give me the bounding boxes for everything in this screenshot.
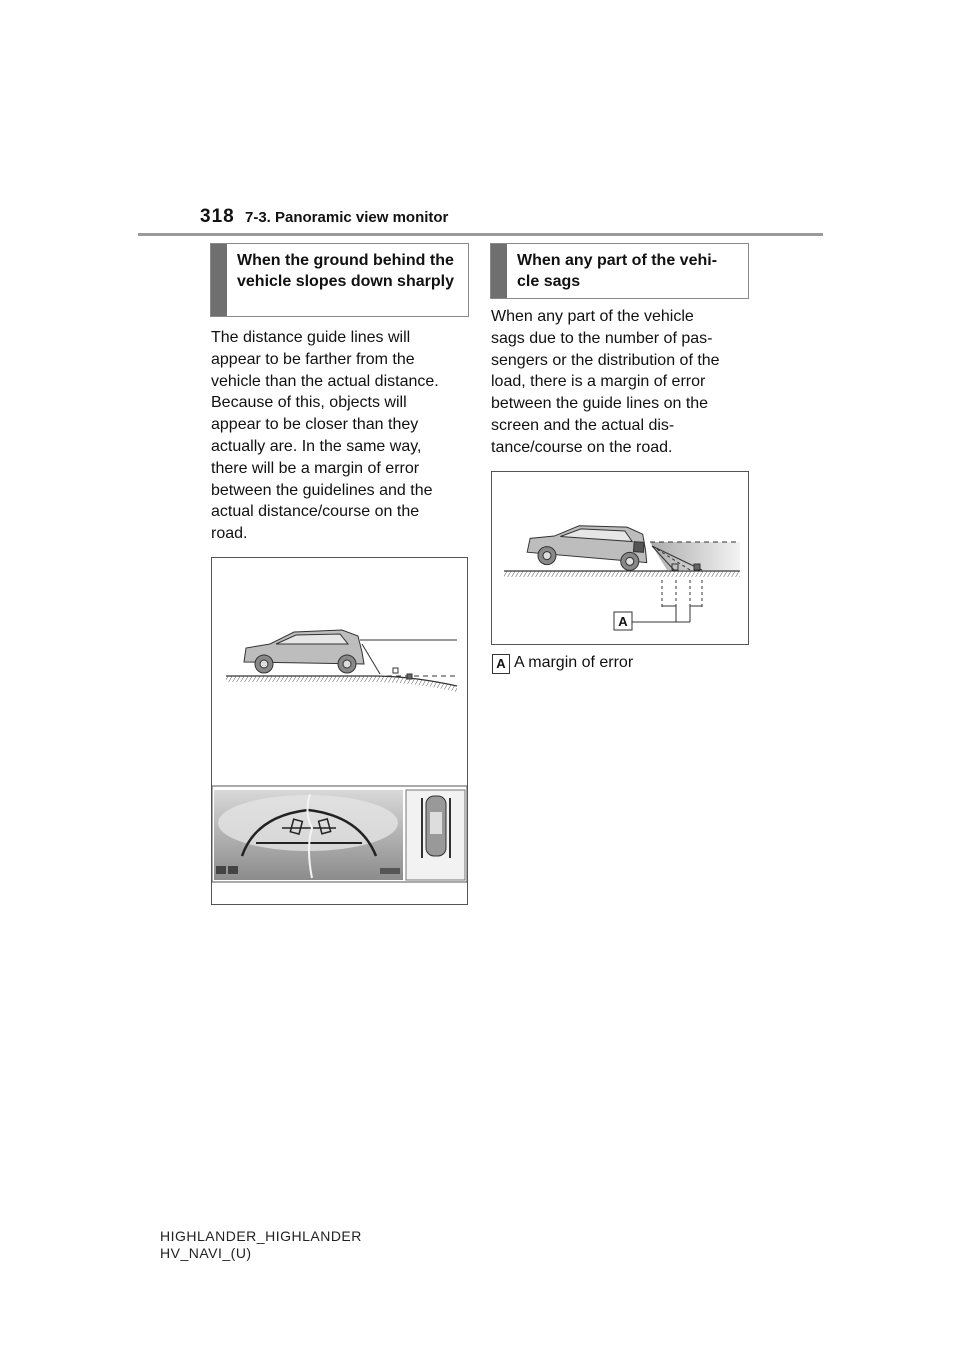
heading-bar <box>211 244 227 316</box>
vehicle-icon <box>244 630 364 673</box>
legend-text: A margin of error <box>514 654 634 671</box>
vehicle-icon <box>526 520 649 571</box>
sag-figure <box>491 471 749 645</box>
footer <box>160 1228 362 1262</box>
right-body-text: When any part of the vehicle sags due to the number of pas- sengers or the distribution of the load, there is a margin of error between the guide lines on the screen and the actual dis- tance/course on the road. <box>491 308 720 456</box>
page-number: 318 <box>200 206 235 227</box>
left-heading-box <box>210 243 469 317</box>
left-body-text: The distance guide lines will appear to be farther from the vehicle than the actual distance. Because of this, objects will appear to be closer than they actually are. In the same way, there will be a margin of error between the guidelines and the actual distance/course on the road. <box>211 329 439 543</box>
sag-illustration <box>492 472 748 644</box>
footer-line-2: HV_NAVI_(U) <box>160 1245 252 1261</box>
legend-key-a: A <box>492 654 510 674</box>
figure-label-a: A <box>618 614 628 629</box>
section-title: 7-3. Panoramic view monitor <box>245 209 449 226</box>
footer-line-1: HIGHLANDER_HIGHLANDER <box>160 1228 362 1244</box>
heading-bar <box>491 244 507 298</box>
slope-illustration <box>212 558 467 904</box>
right-heading-box <box>490 243 749 299</box>
left-heading: When the ground behind the vehicle slopes down sharply <box>237 252 454 290</box>
header-rule <box>138 233 823 236</box>
slope-figure <box>211 557 468 905</box>
right-heading: When any part of the vehi- cle sags <box>517 252 718 290</box>
